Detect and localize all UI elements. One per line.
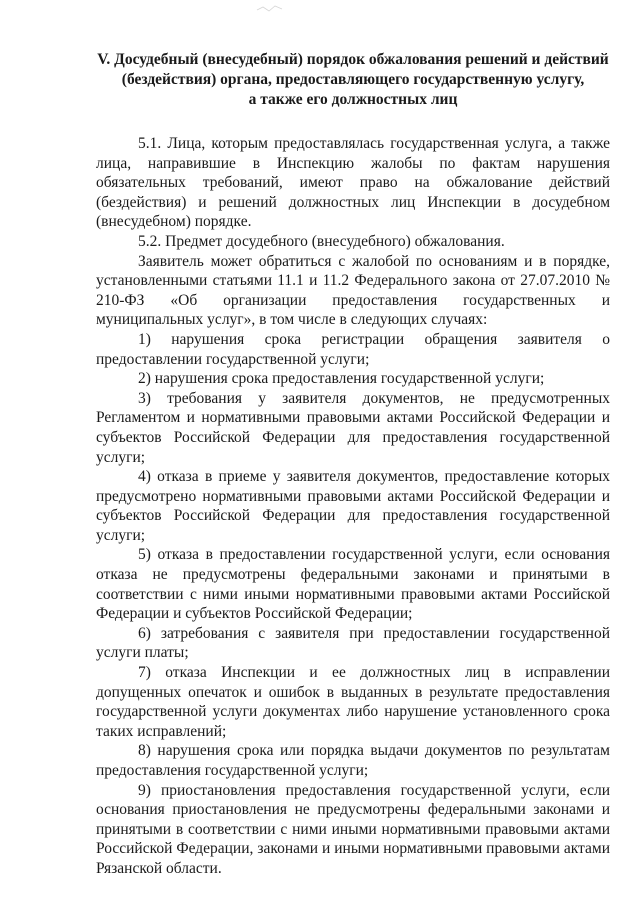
list-item-6: 6) затребования с заявителя при предоставлении государственной услуги платы;: [96, 624, 610, 662]
list-item-9: 9) приостановления предоставления государственной услуги, если основания приостановления не предусмотрены федеральными законами и принятыми в соответствии с ними иными нормативными правовыми актами Российской Федерации, законами и иными нормативными правовыми актами Рязанской области.: [96, 781, 610, 877]
paragraph-intro: Заявитель может обратиться с жалобой по основаниям и в порядке, установленными статьями 11.1 и 11.2 Федерального закона от 27.07.2010 № 210-ФЗ «Об организации предоставления государственных и муниципальных услуг», в том числе в следующих случаях:: [96, 252, 610, 329]
title-line: V. Досудебный (внесудебный) порядок обжалования решений и действий: [97, 51, 609, 68]
section-title: [96, 50, 610, 110]
list-item-1: 1) нарушения срока регистрации обращения заявителя о предоставлении государственной услуги;: [96, 330, 610, 368]
list-item-7: 7) отказа Инспекции и ее должностных лиц в исправлении допущенных опечаток и ошибок в выданных в результате предоставления государственной услуги документах либо нарушение установленного срока таких исправлений;: [96, 664, 610, 740]
title-line: (бездействия) органа, предоставляющего государственную услугу,: [121, 71, 585, 88]
list-item-2: 2) нарушения срока предоставления государственной услуги;: [138, 370, 545, 388]
paragraph-5-2: 5.2. Предмет досудебного (внесудебного) обжалования.: [138, 232, 505, 250]
paragraph-5-1: 5.1. Лица, которым предоставлялась государственная услуга, а также лица, направившие в Инспекцию жалобы по фактам нарушения обязательных требований, имеют право на обжалование действий (бездействия) и решений должностных лиц Инспекции в досудебном (внесудебном) порядке.: [96, 135, 610, 231]
list-item-8: 8) нарушения срока или порядка выдачи документов по результатам предоставления государственной услуги;: [96, 742, 610, 779]
list-item-4: 4) отказа в приеме у заявителя документов, предоставление которых предусмотрено нормативными правовыми актами Российской Федерации и субъектов Российской Федерации для предоставления государственной услуги;: [96, 468, 610, 544]
list-item-3: 3) требования у заявителя документов, не предусмотренных Регламентом и нормативными правовыми актами Российской Федерации и субъектов Российской Федерации для предоставления государственной услуги;: [96, 389, 610, 466]
list-item-5: 5) отказа в предоставлении государственной услуги, если основания отказа не предусмотрены федеральными законами и принятыми в соответствии с ними иными нормативными правовыми актами Российской Федерации и субъектов Российской Федерации;: [96, 546, 610, 623]
document-body: [96, 134, 610, 879]
title-line: а также его должностных лиц: [248, 91, 458, 108]
